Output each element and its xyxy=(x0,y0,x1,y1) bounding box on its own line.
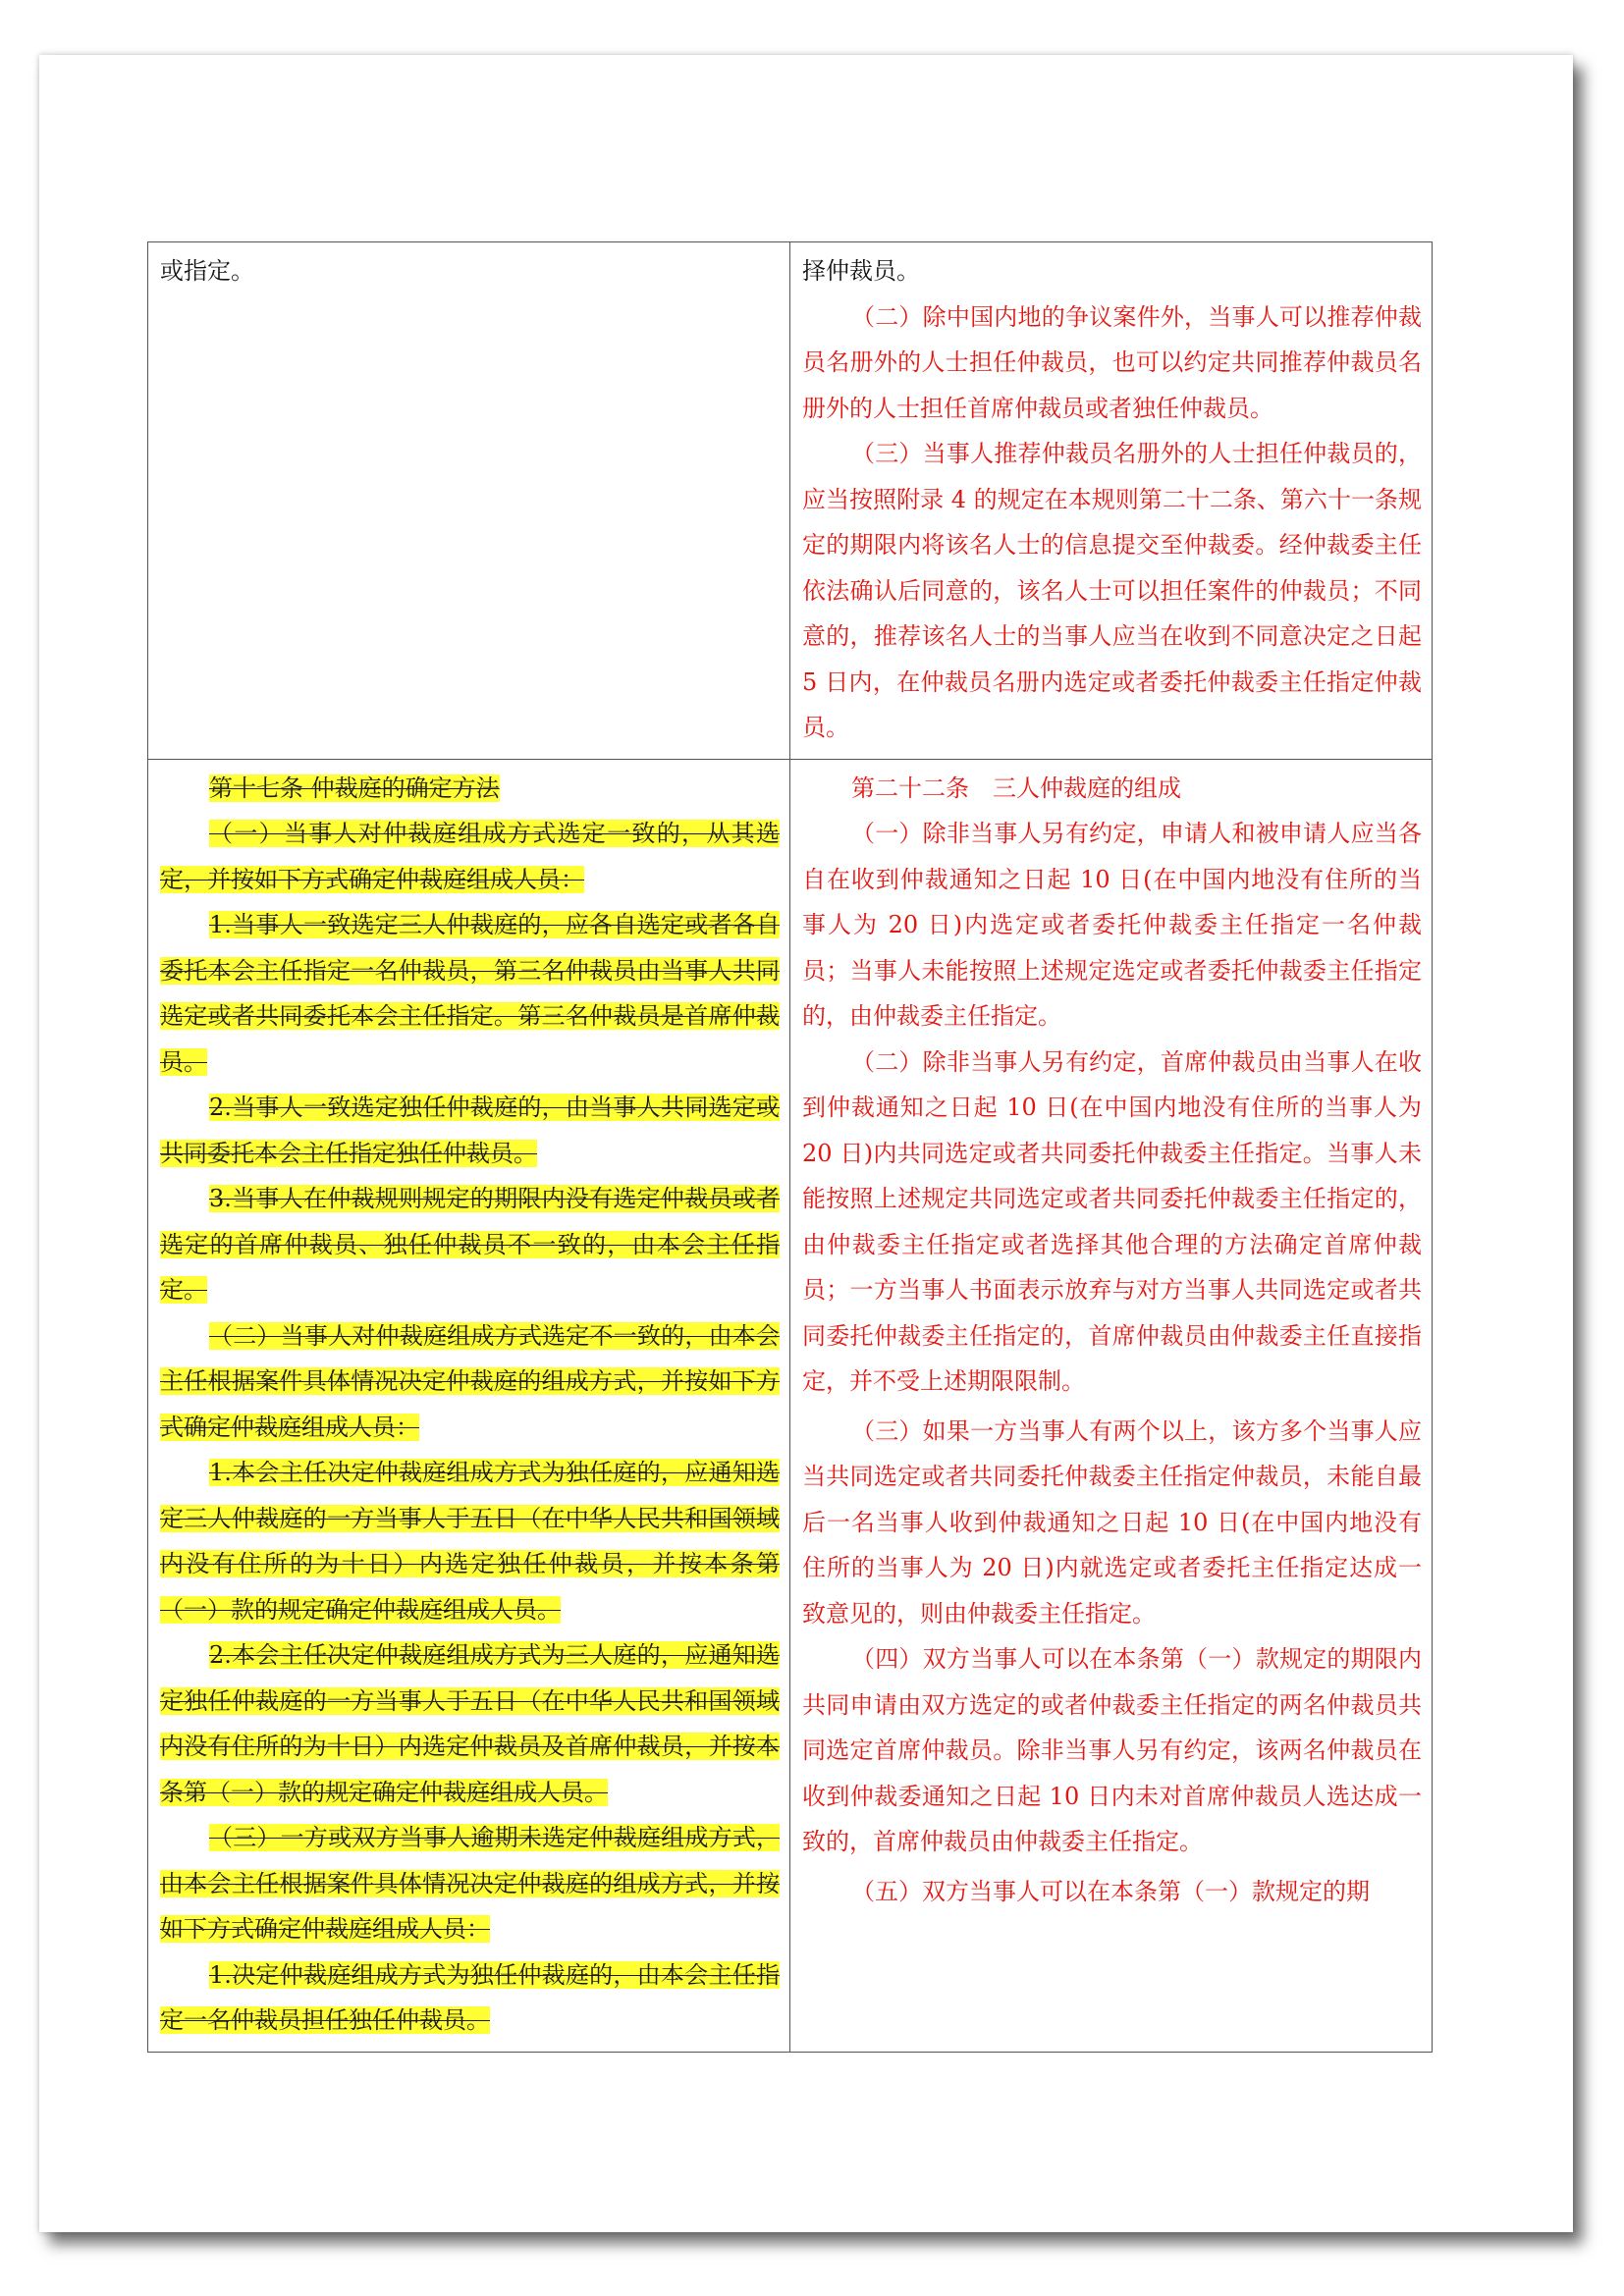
new-paragraph: （一）除非当事人另有约定，申请人和被申请人应当各自在收到仲裁通知之日起 10 日(在中国内地没有住所的当事人为 20 日)内选定或者委托仲裁委主任指定一名仲裁员；当事人未能按照上述规定选定或者委托仲裁委主任指定的，由仲裁委主任指定。 xyxy=(802,820,1422,1030)
comparison-table xyxy=(147,241,1433,2053)
new-paragraph: （三）如果一方当事人有两个以上，该方多个当事人应当共同选定或者共同委托仲裁委主任指定仲裁员，未能自最后一名当事人收到仲裁通知之日起 10 日(在中国内地没有住所的当事人为 20 日)内就选定或者委托主任指定达成一致意见的，则由仲裁委主任指定。 xyxy=(802,1416,1422,1628)
old-rules-cell xyxy=(148,242,790,760)
old-paragraph: 3.当事人在仲裁规则规定的期限内没有选定仲裁员或者选定的首席仲裁员、独任仲裁员不一致的，由本会主任指定。 xyxy=(160,1185,780,1304)
old-text-line: 或指定。 xyxy=(160,257,254,285)
document-page xyxy=(39,55,1573,2232)
new-paragraph-2: （二）除中国内地的争议案件外，当事人可以推荐仲裁员名册外的人士担任仲裁员，也可以约定共同推荐仲裁员名册外的人士担任首席仲裁员或者独任仲裁员。 xyxy=(802,302,1422,422)
old-paragraph: 2.当事人一致选定独任仲裁庭的，由当事人共同选定或共同委托本会主任指定独任仲裁员。 xyxy=(160,1094,780,1167)
old-paragraph: 1.本会主任决定仲裁庭组成方式为独任庭的，应通知选定三人仲裁庭的一方当事人于五日（在中华人民共和国领域内没有住所的为十日）内选定独任仲裁员，并按本条第（一）款的规定确定仲裁庭组成人员。 xyxy=(160,1459,780,1624)
old-paragraph: 2.本会主任决定仲裁庭组成方式为三人庭的，应通知选定独任仲裁庭的一方当事人于五日（在中华人民共和国领域内没有住所的为十日）内选定仲裁员及首席仲裁员，并按本条第（一）款的规定确定仲裁庭组成人员。 xyxy=(160,1641,780,1806)
old-article-heading: 第十七条 仲裁庭的确定方法 xyxy=(209,774,500,802)
new-paragraph: （四）双方当事人可以在本条第（一）款规定的期限内共同申请由双方选定的或者仲裁委主任指定的两名仲裁员共同选定首席仲裁员。除非当事人另有约定，该两名仲裁员在收到仲裁委通知之日起 10 日内未对首席仲裁员人选达成一致的，首席仲裁员由仲裁委主任指定。 xyxy=(802,1645,1422,1855)
new-article-heading: 第二十二条 三人仲裁庭的组成 xyxy=(851,774,1181,802)
old-rules-cell-article-17 xyxy=(148,759,790,2052)
new-rules-cell-article-22 xyxy=(790,759,1433,2052)
new-paragraph: （二）除非当事人另有约定，首席仲裁员由当事人在收到仲裁通知之日起 10 日(在中国内地没有住所的当事人为 20 日)内共同选定或者共同委托仲裁委主任指定。当事人未能按照上述规定共同选定或者共同委托仲裁委主任指定的，由仲裁委主任指定或者选择其他合理的方法确定首席仲裁员；一方当事人书面表示放弃与对方当事人共同选定或者共同委托仲裁委主任指定的，首席仲裁员由仲裁委主任直接指定，并不受上述期限限制。 xyxy=(802,1047,1422,1395)
table-row xyxy=(148,242,1433,760)
old-paragraph: 1.当事人一致选定三人仲裁庭的，应各自选定或者各自委托本会主任指定一名仲裁员，第三名仲裁员由当事人共同选定或者共同委托本会主任指定。第三名仲裁员是首席仲裁员。 xyxy=(160,911,780,1076)
old-paragraph: （二）当事人对仲裁庭组成方式选定不一致的，由本会主任根据案件具体情况决定仲裁庭的组成方式，并按如下方式确定仲裁庭组成人员： xyxy=(160,1321,780,1441)
old-paragraph: 1.决定仲裁庭组成方式为独任仲裁庭的，由本会主任指定一名仲裁员担任独任仲裁员。 xyxy=(160,1960,780,2034)
old-paragraph: （三）一方或双方当事人逾期未选定仲裁庭组成方式，由本会主任根据案件具体情况决定仲裁庭的组成方式，并按如下方式确定仲裁庭组成人员： xyxy=(160,1824,780,1943)
old-paragraph: （一）当事人对仲裁庭组成方式选定一致的，从其选定，并按如下方式确定仲裁庭组成人员： xyxy=(160,820,780,893)
new-rules-cell xyxy=(790,242,1433,760)
new-text-line: 择仲裁员。 xyxy=(802,257,920,285)
new-paragraph: （五）双方当事人可以在本条第（一）款规定的期 xyxy=(851,1877,1370,1905)
table-row xyxy=(148,759,1433,2052)
new-paragraph-3: （三）当事人推荐仲裁员名册外的人士担任仲裁员的，应当按照附录 4 的规定在本规则第二十二条、第六十一条规定的期限内将该名人士的信息提交至仲裁委。经仲裁委主任依法确认后同意的，该名人士可以担任案件的仲裁员；不同意的，推荐该名人士的当事人应当在收到不同意决定之日起 5 日内，在仲裁员名册内选定或者委托仲裁委主任指定仲裁员。 xyxy=(802,440,1422,741)
